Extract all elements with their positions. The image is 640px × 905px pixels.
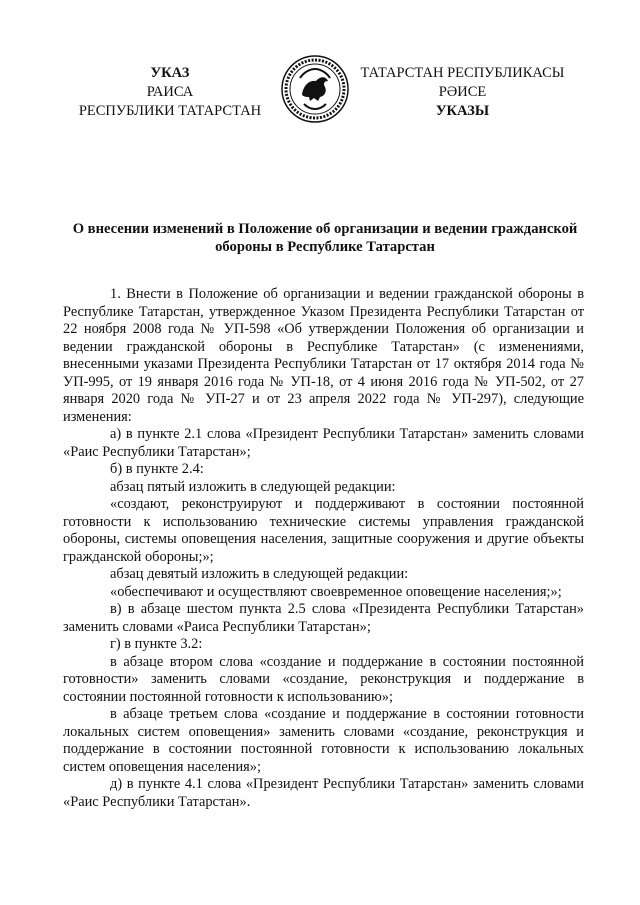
header-left-line-3: РЕСПУБЛИКИ ТАТАРСТАН bbox=[78, 103, 262, 119]
paragraph-8: в) в абзаце шестом пункта 2.5 слова «Президента Республики Татарстан» заменить словами «Раиса Республики Татарстан»; bbox=[63, 601, 584, 635]
header-right-tatar bbox=[355, 64, 570, 121]
paragraph-7: «обеспечивают и осуществляют своевременное оповещение населения;»; bbox=[110, 583, 562, 600]
paragraph-4: абзац пятый изложить в следующей редакции: bbox=[110, 478, 396, 495]
header-right-line-3: УКАЗЫ bbox=[435, 103, 490, 119]
document-header bbox=[0, 64, 640, 134]
document-body bbox=[63, 286, 584, 811]
paragraph-3: б) в пункте 2.4: bbox=[110, 461, 204, 477]
paragraph-9: г) в пункте 3.2: bbox=[110, 636, 203, 652]
paragraph-5: «создают, реконструируют и поддерживают в состоянии постоянной готовности к использованию технические системы управления гражданской обороны, системы оповещения населения, защитные сооружения и другие объекты гражданской обороны;»; bbox=[63, 496, 584, 565]
document-title: О внесении изменений в Положение об организации и ведении гражданской обороны в Республике Татарстан bbox=[72, 221, 578, 255]
header-left-line-2: РАИСА bbox=[146, 84, 194, 100]
tatarstan-coat-of-arms-icon bbox=[280, 54, 350, 124]
paragraph-6: абзац девятый изложить в следующей редакции: bbox=[110, 566, 409, 582]
paragraph-12: д) в пункте 4.1 слова «Президент Республики Татарстан» заменить словами «Раис Республики Татарстан». bbox=[63, 776, 584, 810]
paragraph-1: 1. Внести в Положение об организации и ведении гражданской обороны в Республике Татарстан, утвержденное Указом Президента Республики Татарстан от 22 ноября 2008 года № УП-598 «Об утверждении Положения об организации и ведении гражданской обороны в Республике Татарстан» (с изменениями, внесенными указами Президента Республики Татарстан от 17 октября 2014 года № УП-995, от 19 января 2016 года № УП-18, от 4 июня 2016 года № УП-502, от 27 января 2020 года № УП-27 и от 23 апреля 2022 года № УП-297), следующие изменения: bbox=[63, 286, 584, 425]
header-left-line-1: УКАЗ bbox=[150, 65, 190, 81]
header-left-russian bbox=[60, 64, 280, 121]
header-right-line-2: РӘИСЕ bbox=[438, 84, 487, 100]
paragraph-2: а) в пункте 2.1 слова «Президент Республики Татарстан» заменить словами «Раис Республики Татарстан»; bbox=[63, 426, 584, 460]
paragraph-10: в абзаце втором слова «создание и поддержание в состоянии постоянной готовности» заменить словами «создание, реконструкция и поддержание в состоянии постоянной готовности к использованию»; bbox=[63, 653, 584, 705]
header-right-line-1: ТАТАРСТАН РЕСПУБЛИКАСЫ bbox=[360, 65, 565, 81]
paragraph-11: в абзаце третьем слова «создание и поддержание в состоянии готовности локальных систем оповещения» заменить словами «создание, реконструкция и поддержание в состоянии постоянной готовности к использованию локальных систем оповещения населения»; bbox=[63, 706, 584, 775]
